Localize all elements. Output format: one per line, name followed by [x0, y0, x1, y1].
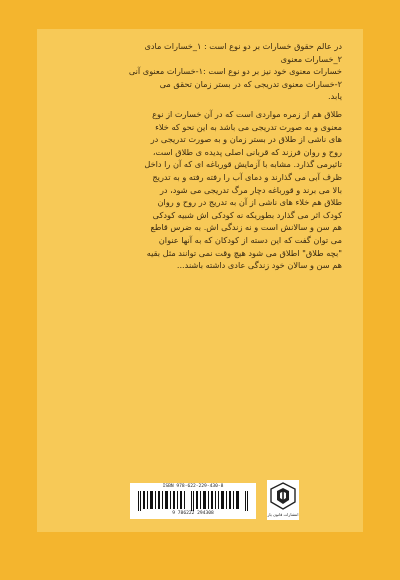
barcode-bars: [138, 491, 248, 511]
barcode-digits: 9 786222 294308: [172, 511, 214, 516]
blurb-line: هم سن و سالان خود زندگی عادی داشته باشند...: [176, 260, 342, 271]
blurb-paragraph-1: [58, 40, 342, 103]
blurb-line: ۲_خسارات معنوی: [280, 53, 342, 64]
blurb-paragraph-2: [58, 108, 342, 272]
blurb-line: معنوی و به صورت تدریجی می باشد به این نحو که خلاء: [155, 121, 342, 132]
isbn-label: ISBN 978-622-229-430-8: [162, 484, 224, 489]
blurb-line: خسارات معنوی خود نیز بر دو نوع است :۱-خسارات معنوی آنی: [128, 66, 342, 77]
blurb-line: طلاق هم خلاء های ناشی از آن به تدریج در روح و روان: [157, 197, 342, 208]
barcode-icon: [138, 491, 248, 511]
blurb-line: ۲-خسارات معنوی تدریجی که در بستر زمان تحقق می: [159, 78, 342, 89]
blurb-line: روح و روان فرزند که قربانی اصلی پدیده ی طلاق است،: [152, 146, 342, 157]
blurb-line: هم سن و سالانش است و نه زندگی اش. به ضرس قاطع: [150, 222, 342, 233]
blurb-line: در عالم حقوق خسارات بر دو نوع است : ۱_خسارات مادی: [144, 41, 342, 51]
blurb-line: می توان گفت که این دسته از کودکان که به آنها عنوان: [158, 234, 342, 245]
publisher-emblem-icon: [267, 480, 299, 512]
publisher-name: انتشارات قانون یار: [267, 512, 299, 517]
blurb-line: طلاق هم از زمره مواردی است که در آن خسارت از نوع: [152, 108, 342, 119]
blurb-line: کودک اثر می گذارد بطوریکه نه کودکی اش شبیه کودکی: [152, 209, 342, 220]
blurb-line: تاثیرمی گذارد. مشابه با آزمایش قورباغه ای که آن را داخل: [144, 159, 342, 170]
blurb-line: ظرف آبی می گذارند و دمای آب را رفته رفته و به تدریج: [152, 171, 342, 182]
blurb-line: های ناشی از طلاق در بستر زمان و به صورت تدریجی در: [150, 134, 342, 145]
publisher-logo: [267, 480, 299, 520]
blurb-line: بالا می برند و قورباغه دچار مرگ تدریجی می شود، در: [159, 184, 342, 195]
isbn-barcode: [130, 483, 256, 519]
blurb-line: یابد.: [328, 91, 342, 102]
blurb-line: "بچه طلاق" اطلاق می شود هیچ وقت نمی توانند مثل بقیه: [146, 247, 342, 258]
blurb-text: [58, 40, 342, 277]
